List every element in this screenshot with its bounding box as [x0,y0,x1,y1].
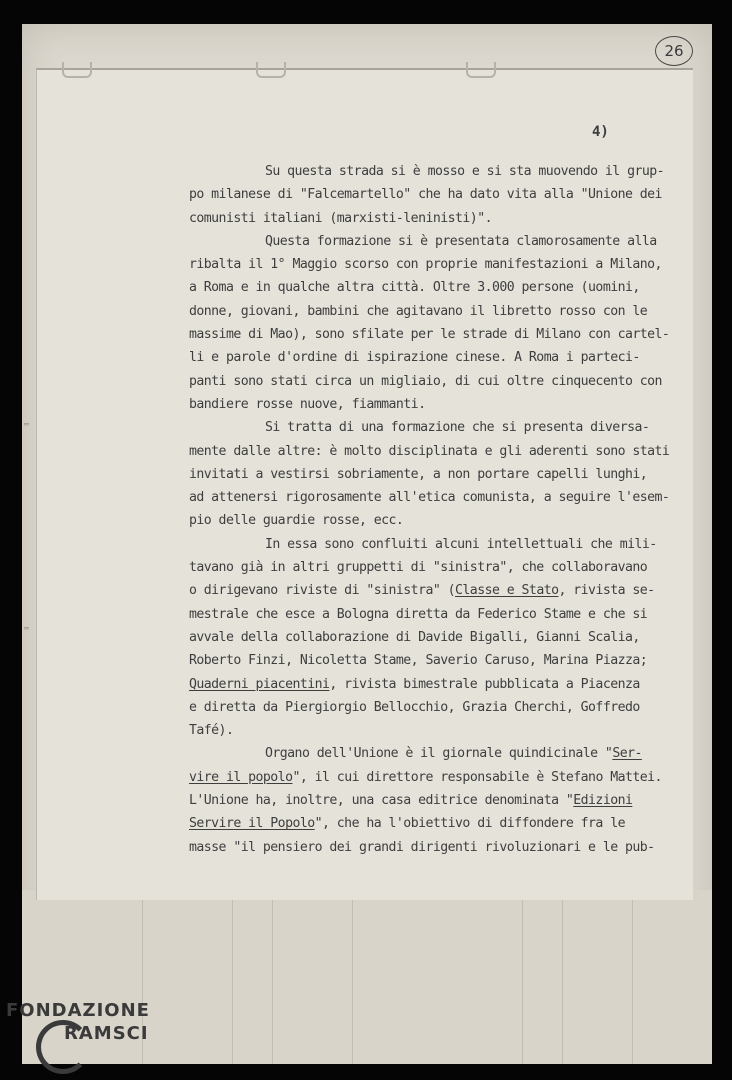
underlined-title: vire il popolo [189,769,293,785]
text-line: Quaderni piacentini, rivista bimestrale pubblicata a Piacenza [189,676,640,692]
underlined-title: Classe e Stato [455,583,559,599]
text-line: vire il popolo", il cui direttore responsabile è Stefano Mattei. [189,769,662,785]
text-line: massime di Mao), sono sfilate per le strade di Milano con cartel- [189,327,670,343]
text-line: ad attenersi rigorosamente all'etica comunista, a seguire l'esem- [189,490,670,506]
binder-clip [466,62,496,78]
text-line: Servire il Popolo", che ha l'obiettivo di diffondere fra le [189,816,625,832]
text-line: In essa sono confluiti alcuni intellettuali che mili- [265,536,657,552]
handwritten-page-mark: 26 [655,36,693,66]
text-line: a Roma e in qualche altra città. Oltre 3.000 persone (uomini, [189,280,640,296]
text-line: invitati a vestirsi sobriamente, a non portare capelli lunghi, [189,466,648,482]
text-line: donne, giovani, bambini che agitavano il libretto rosso con le [189,303,648,319]
watermark-line1: FONDAZIONE [6,1000,150,1021]
stripe [272,890,273,1064]
stripe [522,890,523,1064]
stripe [232,890,233,1064]
text-line: masse "il pensiero dei grandi dirigenti rivoluzionari e le pub- [189,839,655,855]
underlined-title: Servire il Popolo [189,816,315,832]
text-line: avvale della collaborazione di Davide Bigalli, Gianni Scalia, [189,629,640,645]
text-line: Organo dell'Unione è il giornale quindicinale "Ser- [265,746,642,762]
text-line: Questa formazione si è presentata clamorosamente alla [265,233,657,249]
page-number: 4) [592,124,609,140]
text-line: e diretta da Piergiorgio Bellocchio, Grazia Cherchi, Goffredo [189,699,640,715]
text-line: po milanese di "Falcemartello" che ha dato vita alla "Unione dei [189,187,662,203]
text-line: o dirigevano riviste di "sinistra" (Classe e Stato, rivista se- [189,583,655,599]
typed-text-body [189,160,679,859]
watermark-line2: RAMSCI [64,1023,149,1044]
gramsci-g-logo-icon [36,1020,90,1074]
text-line: ribalta il 1° Maggio scorso con proprie manifestazioni a Milano, [189,257,662,273]
margin-mark: ═ [24,420,29,429]
text-line: bandiere rosse nuove, fiammanti. [189,396,426,412]
text-line: tavano già in altri gruppetti di "sinistra", che collaboravano [189,560,648,576]
underlined-title: Ser- [612,746,642,762]
text-line: panti sono stati circa un migliaio, di cui oltre cinquecento con [189,373,662,389]
text-line: mestrale che esce a Bologna diretta da Federico Stame e che si [189,606,648,622]
text-line: L'Unione ha, inoltre, una casa editrice denominata "Edizioni [189,793,633,809]
underlined-title: Quaderni piacentini [189,676,330,692]
stripe [632,890,633,1064]
binder-clip [256,62,286,78]
text-line: Su questa strada si è mosso e si sta muovendo il grup- [265,164,665,179]
margin-mark: ═ [24,624,29,633]
underlined-title: Edizioni [573,793,633,809]
text-line: Tafé). [189,723,234,739]
binder-clip [62,62,92,78]
stripe [562,890,563,1064]
text-line: pio delle guardie rosse, ecc. [189,513,404,529]
stripe [352,890,353,1064]
text-line: comunisti italiani (marxisti-leninisti)". [189,210,492,226]
fondazione-gramsci-watermark [6,1000,150,1044]
text-line: li e parole d'ordine di ispirazione cinese. A Roma i parteci- [189,350,640,366]
text-line: Roberto Finzi, Nicoletta Stame, Saverio Caruso, Marina Piazza; [189,653,648,669]
text-line: Si tratta di una formazione che si presenta diversa- [265,420,650,436]
text-line: mente dalle altre: è molto disciplinata e gli aderenti sono stati [189,443,670,459]
